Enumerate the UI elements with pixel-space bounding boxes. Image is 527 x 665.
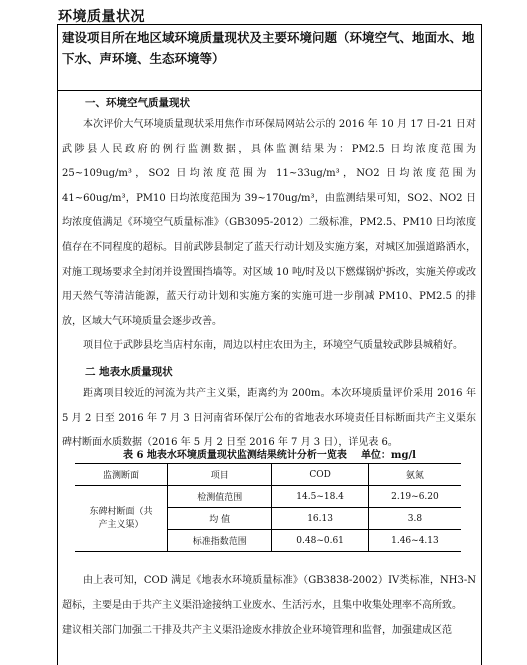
cod-cell: 16.13: [272, 508, 369, 530]
content-frame: [57, 24, 482, 665]
air-paragraph-2: 项目位于武陟县圪当店村东南，周边以村庄农田为主，环境空气质量较武陟县城稍好。: [83, 340, 463, 351]
table-caption: [58, 446, 481, 461]
header-cod: COD: [272, 464, 369, 486]
water-paragraph-2: 由上表可知，COD 满足《地表水环境质量标准》（GB3838-2002）IV类标准，NH3-N 超标，主要是由于共产主义渠沿途接纳工业废水、生活污水，且集中收集处理率不高所致。: [62, 575, 476, 611]
table-unit: 单位：mg/l: [360, 450, 416, 461]
table-row: [75, 486, 461, 508]
table-header-row: [75, 464, 461, 486]
air-paragraph-1: 本次评价大气环境质量现状采用焦作市环保局网站公示的 2016 年 10 月 17 日-21 日对武陟县人民政府的例行监测数据，具体监测结果为：PM2.5 日均浓度范围为 25~109ug/m³，SO2 日均浓度范围为 11~33ug/m³，NO2 日均浓度范围为 41~60ug/m³，PM10 日均浓度范围为 39~170ug/m³，由监测结果可知，SO2、NO2 日均浓度值满足《环境空气质量标准》（GB3095-2012）二级标准，PM2.5、PM10 日均浓度值存在不同程度的超标。目前武陟县制定了蓝天行动计划及实施方案，对城区加强道路洒水，对施工现场要求全封闭并设置围挡墙等。对区域 10 吨/时及以下燃煤锅炉拆改，实施关停或改用天然气等清洁能源，蓝天行动计划和实施方案的实施可进一步削减 PM10、PM2.5 的排放，区域大气环境质量会逐步改善。: [62, 119, 476, 327]
header-item: 项目: [168, 464, 272, 486]
water-heading: 二 地表水质量现状: [85, 366, 173, 378]
table-caption-text: 表 6 地表水环境质量现状监测结果统计分析一览表: [123, 450, 347, 461]
item-cell: 标准指数范围: [168, 530, 272, 552]
cod-cell: 14.5~18.4: [272, 486, 369, 508]
section-name-cell: 东碑村断面（共产主义渠）: [75, 486, 168, 552]
divider: [58, 90, 481, 91]
cod-cell: 0.48~0.61: [272, 530, 369, 552]
air-heading: 一、环境空气质量现状: [85, 97, 190, 109]
item-cell: 检测值范围: [168, 486, 272, 508]
water-quality-table: [75, 463, 461, 552]
ammonia-cell: 3.8: [368, 508, 461, 530]
page-title: 环境质量状况: [58, 9, 145, 25]
water-paragraph-3: 建议相关部门加强二干排及共产主义渠沿途废水排放企业环境管理和监督，加强建成区范: [62, 625, 452, 636]
ammonia-cell: 2.19~6.20: [368, 486, 461, 508]
header-ammonia: 氨氮: [368, 464, 461, 486]
section-heading: 建设项目所在地区域环境质量现状及主要环境问题（环境空气、地面水、地下水、声环境、生态环境等）: [62, 30, 475, 66]
water-paragraph-1: 距离项目较近的河流为共产主义渠，距离约为 200m。本次环境质量评价采用 2016 年 5 月 2 日至 2016 年 7 月 3 日河南省环保厅公布的省地表水环境责任目标断面共产主义渠东碑村断面水质数据（2016 年 5 月 2 日至 2016 年 7 月 3 日），详见表 6。: [62, 388, 476, 449]
item-cell: 均 值: [168, 508, 272, 530]
header-section: 监测断面: [75, 464, 168, 486]
ammonia-cell: 1.46~4.13: [368, 530, 461, 552]
